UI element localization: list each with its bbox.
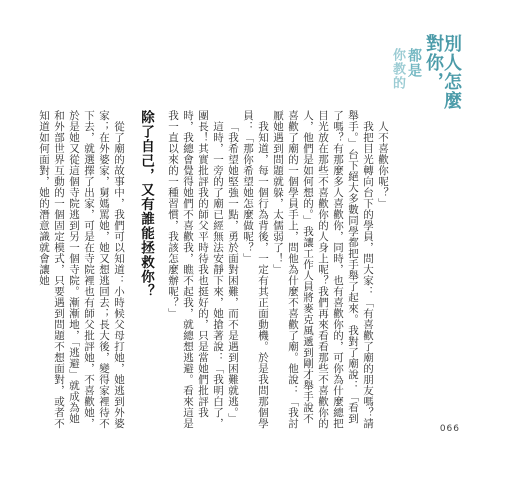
paragraph: 這時，一旁的了廟已經無法安靜下來，她搶著說：「我明白了，團長！其實批評我的師父平時待我也挺好的，只是當她們批評我時，我總會覺得她們不喜歡我，瞧不起我，就總想逃避。看來這是我一直以來的一種習慣，我該怎麼辦呢？」: [167, 110, 224, 429]
chapter-header: [391, 34, 460, 114]
header-line-3: 你教的: [390, 48, 405, 90]
header-line-2: 都是: [406, 48, 422, 78]
page-number: 066: [439, 424, 460, 434]
paragraph: 「我希望她堅強一點，勇於面對困難，而不是遇到困難就逃。」: [227, 120, 239, 424]
paragraph: 我知道，每一個行為背後，一定有其正面動機。於是我問那個學員：「那你希望她怎麼做呢？」: [242, 110, 269, 429]
section-heading: 除了自己，又有誰能拯救你？: [138, 110, 154, 299]
body-text: [36, 110, 390, 430]
paragraph: 從了廟的故事中，我們可以知道：小時候父母打她，她逃到外婆家；在外婆家，舅媽罵她，她又想逃回去；長大後，變得家裡待不下去，就選擇了出家，可是在寺院裡也有師父批評她，不喜歡她，於是她又從這個寺院逃到另一個寺院。漸漸地，「逃避」就成為她和外部世界互動的一個固定模式，只要遇到問題不想面對，或者不知道如何面對，她的潛意識就會讓她: [38, 110, 125, 429]
paragraph: 人不喜歡你呢？」: [377, 120, 389, 209]
paragraph: 我把目光轉向台下的學員，問大家：「有喜歡了廟的朋友嗎？請舉手。」台下絕大多數同學都把手舉了起來。我對了廟說：「看到了嗎？有那麼多人喜歡你，同時，也有喜歡你的，可你為什麼總把目光放在那些不喜歡你的人身上呢？我們再來看看那些不喜歡你的人，他們是如何想的。」我讓工作人員將麥克風遞到剛才舉手說不喜歡了廟的一個學員手上，問他為什麼不喜歡了廟。他說：「我討厭她遇到問題就躲，太儒弱了！」: [272, 110, 374, 429]
header-title: 別人怎麼對你，: [423, 34, 462, 110]
